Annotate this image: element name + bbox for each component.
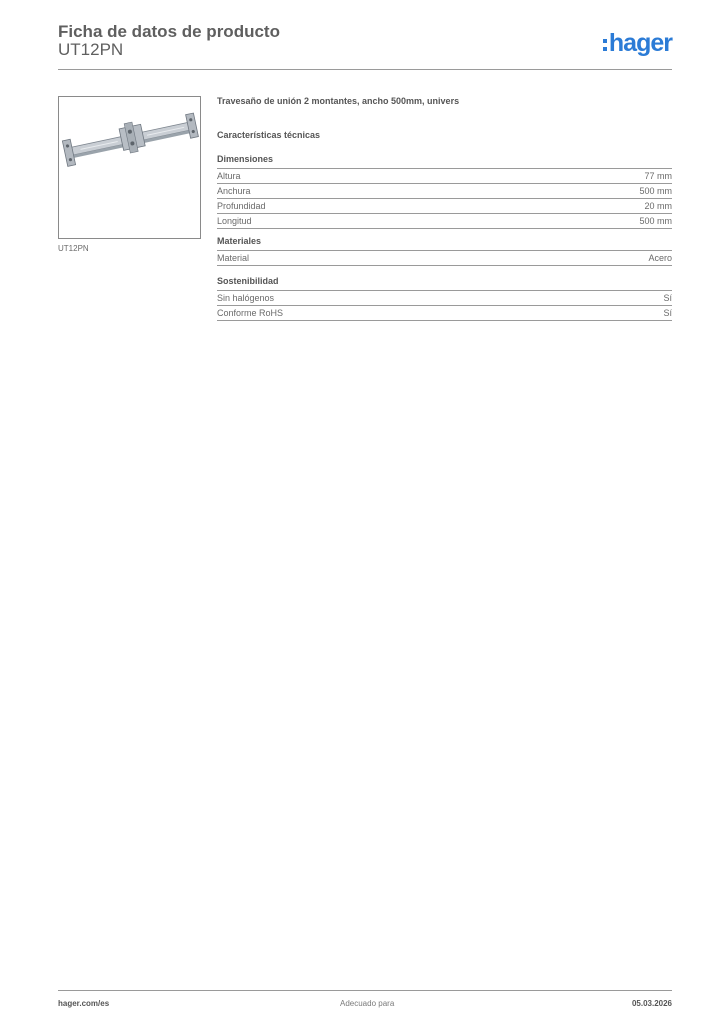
section-materiales — [217, 236, 672, 266]
spec-row — [217, 251, 672, 266]
spec-label: Profundidad — [217, 201, 266, 211]
section-title: Dimensiones — [217, 154, 672, 169]
spec-row — [217, 199, 672, 214]
section-dimensiones — [217, 154, 672, 229]
section-sostenibilidad — [217, 276, 672, 321]
spec-label: Longitud — [217, 216, 252, 226]
tech-specs-title: Características técnicas — [217, 130, 321, 140]
spec-label: Conforme RoHS — [217, 308, 284, 318]
hager-logo — [603, 30, 672, 56]
spec-value: Sí — [663, 293, 672, 303]
spec-label: Sin halógenos — [217, 293, 275, 303]
spec-value: 500 mm — [639, 216, 672, 226]
page-footer — [58, 990, 672, 1011]
spec-label: Anchura — [217, 186, 251, 196]
spec-value: Acero — [648, 253, 672, 263]
image-caption: UT12PN — [58, 244, 89, 253]
product-image — [58, 96, 201, 239]
product-details — [217, 96, 672, 318]
footer-date: 05.03.2026 — [631, 999, 672, 1008]
spec-row — [217, 214, 672, 229]
page-header — [58, 20, 672, 70]
section-title: Sostenibilidad — [217, 276, 672, 291]
logo-dots-icon — [603, 39, 607, 51]
spec-label: Material — [217, 253, 250, 263]
crossbar-illustration — [59, 97, 200, 238]
document-title: Ficha de datos de producto — [58, 22, 280, 41]
spec-value: Sí — [663, 308, 672, 318]
spec-value: 77 mm — [644, 171, 672, 181]
spec-row — [217, 291, 672, 306]
section-title: Materiales — [217, 236, 672, 251]
logo-text: hager — [608, 29, 672, 57]
spec-row — [217, 184, 672, 199]
footer-center-text: Adecuado para — [340, 999, 395, 1008]
product-description: Travesaño de unión 2 montantes, ancho 500mm, univers — [217, 96, 460, 106]
product-code: UT12PN — [58, 40, 124, 59]
footer-website-link[interactable]: hager.com/es — [58, 999, 110, 1008]
spec-row — [217, 306, 672, 321]
spec-value: 20 mm — [644, 201, 672, 211]
spec-label: Altura — [217, 171, 241, 181]
spec-value: 500 mm — [639, 186, 672, 196]
spec-row — [217, 169, 672, 184]
